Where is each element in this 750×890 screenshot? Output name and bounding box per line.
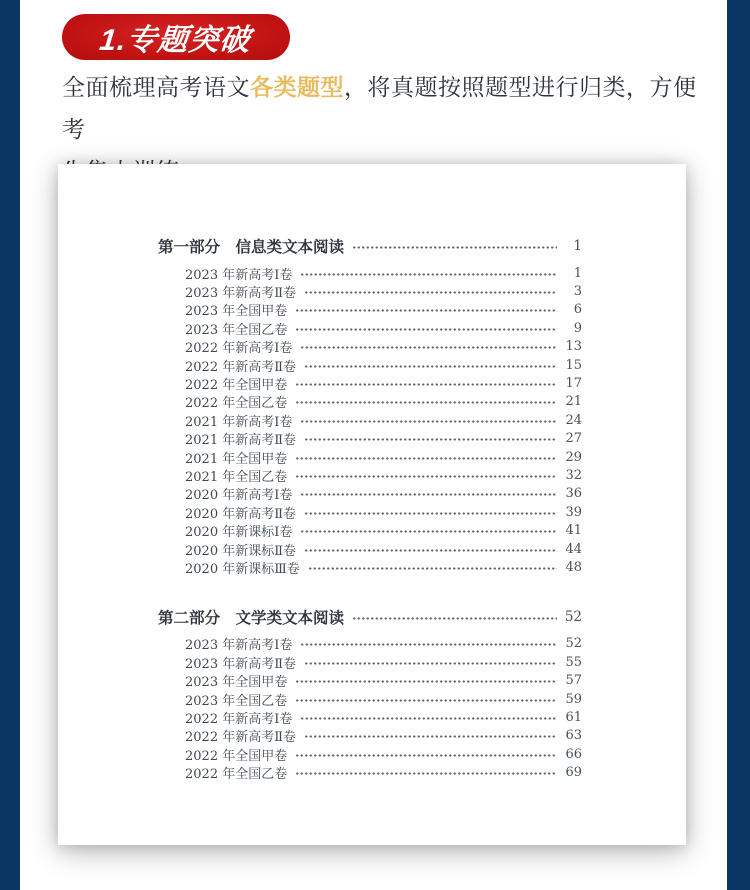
toc-entry-page-number: 63 [565,728,582,744]
toc-entry-label: 2021 年新高考Ⅱ卷 [185,433,297,449]
toc-item-list [158,635,582,782]
toc-entry-page-number: 44 [565,541,582,557]
dot-leader [304,662,557,665]
right-navy-border [727,0,750,890]
toc-entry-label: 2023 年全国甲卷 [185,675,288,691]
dot-leader [295,772,557,775]
toc-entry [185,485,582,503]
toc-entry-page-number: 55 [565,654,582,670]
toc-entry-page-number: 61 [565,709,582,725]
toc-entry-label: 2022 年新高考Ⅰ卷 [185,341,293,357]
toc-entry-label: 2023 年全国乙卷 [185,693,288,709]
toc-entry [185,653,582,671]
toc-entry-label: 2022 年全国乙卷 [185,396,288,412]
toc-entry-page-number: 41 [565,523,582,539]
toc-entry [185,745,582,763]
toc-sections [158,236,582,782]
dot-leader [304,549,557,552]
section-badge-label: 1.专题突破 [98,24,253,57]
toc-entry-page-number: 69 [565,765,582,781]
toc-entry [185,521,582,539]
toc-entry-page-number: 6 [573,302,582,318]
section-badge [62,14,290,60]
toc-entry [185,282,582,300]
toc-entry [185,356,582,374]
dot-leader [300,273,557,276]
description-text-after: ，将真题按照题型进行归类，方便考 [62,74,697,142]
dot-leader [295,475,557,478]
dot-leader [295,754,557,757]
dot-leader [295,457,557,460]
toc-entry [185,430,582,448]
toc-entry-page-number: 13 [565,339,582,355]
toc-entry-label: 2020 年新课标Ⅱ卷 [185,543,297,559]
dot-leader [300,643,557,646]
toc-entry [185,727,582,745]
book-toc-page [58,164,686,845]
dot-leader [295,383,557,386]
toc-section [158,236,582,577]
toc-entry [185,690,582,708]
toc-entry-page-number: 39 [565,504,582,520]
toc-entry-page-number: 17 [565,376,582,392]
dot-leader [295,309,557,312]
toc-entry-label: 2020 年新高考Ⅰ卷 [185,488,293,504]
dot-leader [300,530,557,533]
toc-entry-page-number: 32 [565,467,582,483]
dot-leader [304,512,557,515]
toc-entry [185,708,582,726]
dot-leader [352,617,557,620]
toc-entry-label: 2021 年全国乙卷 [185,470,288,485]
dot-leader [300,717,557,720]
toc-entry-label: 2022 年新高考Ⅱ卷 [185,730,297,746]
dot-leader [300,493,557,496]
toc-entry-page-number: 15 [565,357,582,373]
toc-entry [185,466,582,484]
dot-leader [304,291,557,294]
toc-section-heading [158,236,582,256]
toc-entry-page-number: 59 [565,691,582,707]
dot-leader [308,567,557,570]
dot-leader [304,365,557,368]
toc-section-page-number: 1 [573,238,582,254]
description-highlight: 各类题型 [250,74,344,100]
dot-leader [352,246,557,249]
dot-leader [300,420,557,423]
dot-leader [304,735,557,738]
toc-entry-label: 2023 年新高考Ⅱ卷 [185,656,297,672]
toc-entry-label: 2023 年全国甲卷 [185,304,288,320]
toc-entry-label: 2023 年新高考Ⅰ卷 [185,267,293,283]
toc-entry-page-number: 48 [565,559,582,575]
toc-entry-label: 2020 年新课标Ⅲ卷 [185,561,300,577]
toc-section-page-number: 52 [564,608,582,625]
toc-entry-page-number: 1 [573,265,582,281]
toc-entry-page-number: 66 [565,746,582,762]
toc-entry [185,503,582,521]
toc-entry-page-number: 57 [565,673,582,689]
toc-entry-label: 2022 年全国乙卷 [185,767,288,783]
description-text-before: 全面梳理高考语文 [62,74,250,100]
toc-entry-label: 2022 年全国甲卷 [185,748,288,764]
toc-entry-label: 2023 年新高考Ⅱ卷 [185,286,297,302]
toc-entry-page-number: 52 [565,636,582,652]
toc-entry-label: 2022 年新高考Ⅱ卷 [185,359,297,375]
left-navy-border [0,0,20,890]
toc-section-title: 第一部分 信息类文本阅读 [158,239,345,256]
toc-entry-page-number: 9 [573,320,582,336]
toc-entry-label: 2020 年新课标Ⅰ卷 [185,525,293,541]
toc-entry [185,338,582,356]
toc-entry [185,301,582,319]
toc-entry-page-number: 36 [565,486,582,502]
toc-entry-page-number: 21 [565,394,582,410]
toc-entry [185,393,582,411]
toc-entry [185,671,582,689]
toc-entry-label: 2022 年全国甲卷 [185,378,288,394]
toc-entry [185,635,582,653]
dot-leader [295,680,557,683]
toc-entry-page-number: 27 [565,431,582,447]
toc-entry-label: 2022 年新高考Ⅰ卷 [185,711,293,727]
toc-entry [185,374,582,392]
toc-entry-page-number: 24 [565,412,582,428]
toc-entry-label: 2021 年新高考Ⅰ卷 [185,414,293,430]
dot-leader [295,401,557,404]
toc-entry [185,411,582,429]
dot-leader [295,699,557,702]
dot-leader [304,438,557,441]
toc-section [158,607,582,782]
toc-entry-label: 2020 年新高考Ⅱ卷 [185,506,297,522]
toc-entry-label: 2023 年全国乙卷 [185,322,288,338]
dot-leader [295,328,557,331]
toc-entry [185,448,582,466]
toc-entry [185,558,582,576]
toc-entry-page-number: 29 [565,449,582,465]
toc-entry-page-number: 3 [573,284,582,300]
toc-entry-label: 2023 年新高考Ⅰ卷 [185,638,293,654]
toc-entry [185,540,582,558]
toc-entry [185,264,582,282]
toc-entry [185,763,582,781]
toc-entry-label: 2021 年全国甲卷 [185,451,288,467]
toc-item-list [158,264,582,577]
toc-section-heading [158,607,582,627]
dot-leader [300,346,557,349]
toc-entry [185,319,582,337]
toc-section-title: 第二部分 文学类文本阅读 [158,609,345,627]
